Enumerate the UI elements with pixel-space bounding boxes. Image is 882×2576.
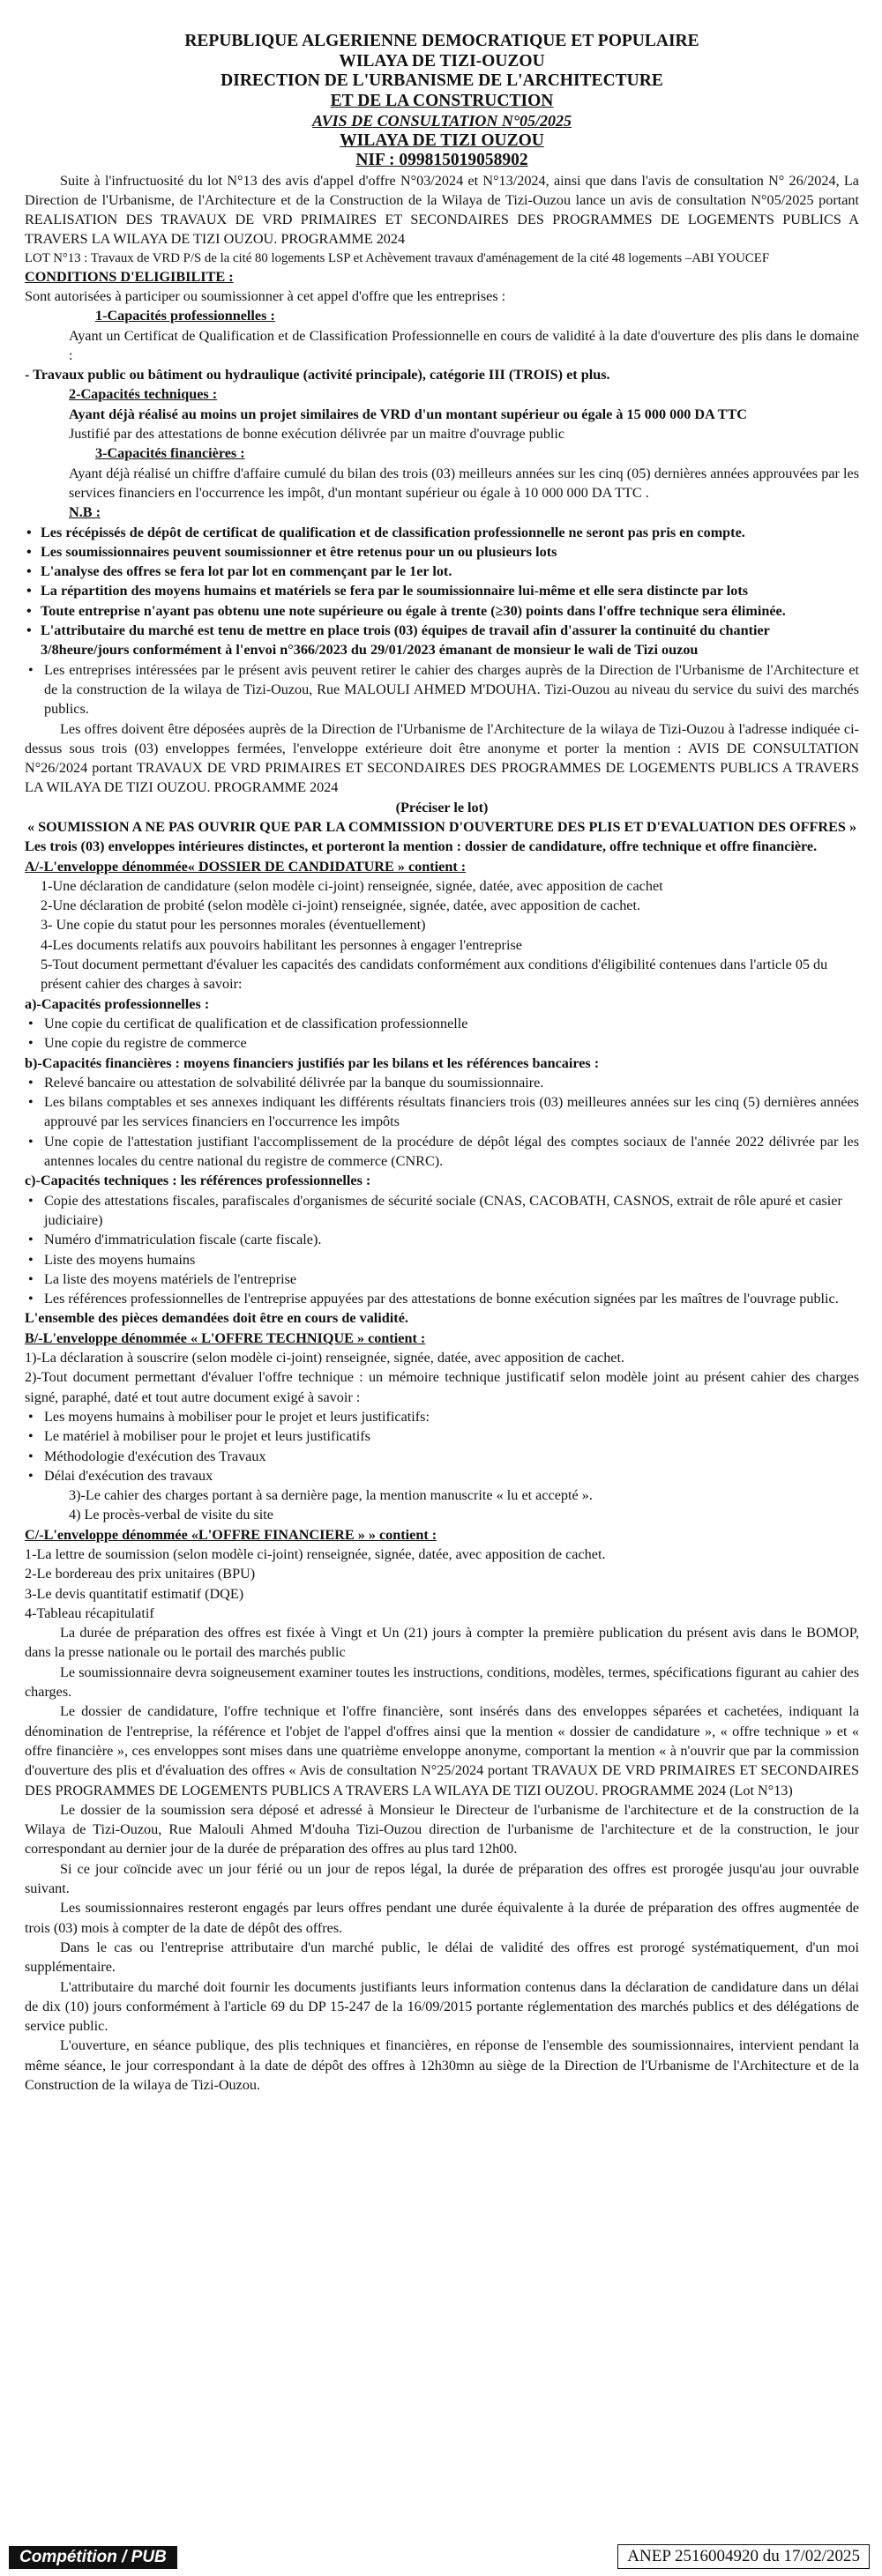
env-a-item: 5-Tout document permettant d'évaluer les capacités des candidats conformément aux conditions d'éligibilité contenues dans l'article 05 du présent cahier des charges à savoir: bbox=[41, 957, 828, 993]
nif: NIF : 099815019058902 bbox=[355, 151, 528, 169]
env-a-sub-c-item: • La liste des moyens matériels de l'entreprise bbox=[25, 1269, 859, 1289]
warning-mention: « SOUMISSION A NE PAS OUVRIR QUE PAR LA COMMISSION D'OUVERTURE DES PLIS ET D'EVALUATION DES OFFRES » bbox=[26, 819, 857, 835]
header-wilaya-2: WILAYA DE TIZI OUZOU bbox=[340, 130, 544, 150]
env-b-sub-item: • Le matériel à mobiliser pour le projet et leurs justificatifs bbox=[25, 1426, 859, 1446]
closing-paragraph: Le dossier de candidature, l'offre technique et l'offre financière, sont insérés dans des enveloppes séparées et cachetées, indiquant la dénomination de l'entreprise, la référence et l'objet de l'appel d'offres ainsi que la mention « dossier de candidature », « offre technique » et « offre financière », ces enveloppes sont mises dans une quatrième enveloppe anonyme, comportant la mention « à n'ouvrir que par la commission d'ouverture des plis et d'évaluation des offres « Avis de consultation N°25/2024 portant TRAVAUX DE VRD PRIMAIRES ET SECONDAIRES DES PROGRAMMES DE LOGEMENTS PUBLICS A TRAVERS LA WILAYA DE TIZI OUZOU. PROGRAMME 2024 (Lot N°13) bbox=[25, 1703, 859, 1798]
env-a-item: 2-Une déclaration de probité (selon modèle ci-joint) renseignée, signée, datée, avec apposition de cachet. bbox=[41, 897, 641, 914]
env-b-title: B/-L'enveloppe dénommée « L'OFFRE TECHNIQUE » contient : bbox=[25, 1329, 426, 1346]
env-b-item-1: 1)-La déclaration à souscrire (selon modèle ci-joint) renseignée, signée, datée, avec apposition de cachet. bbox=[25, 1350, 625, 1366]
closing-paragraph: Dans le cas ou l'entreprise attributaire d'un marché public, le délai de validité des offres est prorogé systématiquement, d'un moi supplémentaire. bbox=[25, 1939, 859, 1976]
footer bbox=[0, 2539, 882, 2576]
notice-title: AVIS DE CONSULTATION N°05/2025 bbox=[311, 112, 572, 130]
env-a-sub-b-item: • Une copie de l'attestation justifiant l'accomplissement de la procédure de dépôt légal des comptes sociaux de l'année 2022 délivrée par les antennes locales du centre national du registre de commerce (CNRC). bbox=[25, 1132, 859, 1172]
header-construction: ET DE LA CONSTRUCTION bbox=[330, 91, 554, 110]
conditions-title: CONDITIONS D'ELIGIBILITE : bbox=[25, 268, 234, 285]
deposit-paragraph: Les offres doivent être déposées auprès de la Direction de l'Urbanisme de l'Architecture de la wilaya de Tizi-Ouzou à l'adresse indiquée ci-dessus sous trois (03) enveloppes fermées, l'enveloppe extérieure doit être anonyme et porter la mention : AVIS DE CONSULTATION N°26/2024 portant TRAVAUX DE VRD PRIMAIRES ET SECONDAIRES DES PROGRAMMES DE LOGEMENTS PUBLICS A TRAVERS LA WILAYA DE TIZI OUZOU. PROGRAMME 2024 bbox=[25, 720, 859, 796]
envelopes-paragraph: Les trois (03) enveloppes intérieures distinctes, et porteront la mention : dossier de candidature, offre technique et offre financière. bbox=[25, 838, 818, 855]
env-a-closing: L'ensemble des pièces demandées doit être en cours de validité. bbox=[25, 1310, 408, 1327]
env-a-sub-a: a)-Capacités professionnelles : bbox=[25, 995, 210, 1012]
env-a-sub-c-item: • Les références professionnelles de l'entreprise appuyées par des attestations de bonne exécution signées par les maîtres de l'ouvrage public. bbox=[25, 1289, 859, 1308]
closing-paragraph: Les soumissionnaires resteront engagés par leurs offres pendant une durée équivalente à la durée de préparation des offres augmentée de trois (03) mois à compter de la date de dépôt des offres. bbox=[25, 1900, 859, 1936]
cap-pro-domain: - Travaux public ou bâtiment ou hydraulique (activité principale), catégorie III (TROIS) et plus. bbox=[25, 367, 610, 383]
lot-note: (Préciser le lot) bbox=[395, 799, 489, 815]
nb-item: • L'attributaire du marché est tenu de mettre en place trois (03) équipes de travail afin d'assurer la continuité du chantier 3/8heure/jours conformément à l'envoi n°366/2023 du 29/01/2023 émanant de monsieur le wali de Tizi ouzou bbox=[25, 621, 859, 660]
nb-item: • Les récépissés de dépôt de certificat de qualification et de classification professionnelle ne seront pas pris en compte. bbox=[25, 523, 859, 542]
header-direction: DIRECTION DE L'URBANISME DE L'ARCHITECTURE bbox=[220, 71, 663, 90]
env-c-item: 3-Le devis quantitatif estimatif (DQE) bbox=[25, 1585, 244, 1602]
cap-tech-title: 2-Capacités techniques : bbox=[69, 386, 218, 403]
env-b-sub-item: • Méthodologie d'exécution des Travaux bbox=[25, 1447, 859, 1466]
header-wilaya: WILAYA DE TIZI-OUZOU bbox=[339, 51, 545, 71]
env-c-item: 1-La lettre de soumission (selon modèle ci-joint) renseignée, signée, datée, avec apposition de cachet. bbox=[25, 1545, 606, 1562]
env-b-sub-item: • Les moyens humains à mobiliser pour le projet et leurs justificatifs: bbox=[25, 1407, 859, 1426]
anep-reference: ANEP 2516004920 du 17/02/2025 bbox=[617, 2544, 870, 2569]
closing-paragraph: L'ouverture, en séance publique, des plis techniques et financières, en réponse de l'ensemble des soumissionnaires, intervient pendant la même séance, le jour correspondant à la date de dépôt des offres à 12h30mn au siège de la Direction de l'Urbanisme de l'Architecture et de la Construction de la wilaya de Tizi-Ouzou. bbox=[25, 2037, 859, 2093]
cap-tech-note: Justifié par des attestations de bonne exécution délivrée par un maitre d'ouvrage public bbox=[69, 426, 565, 443]
env-a-sub-a-item: • Une copie du registre de commerce bbox=[25, 1033, 859, 1053]
cap-pro-text: Ayant un Certificat de Qualification et de Classification Professionnelle en cours de validité à la date d'ouverture des plis dans le domaine : bbox=[69, 327, 859, 363]
closing-paragraph: Si ce jour coïncide avec un jour férié ou un jour de repos légal, la durée de préparation des offres est prorogée jusqu'au jour ouvrable suivant. bbox=[25, 1860, 859, 1897]
cap-tech-text: Ayant déjà réalisé au moins un projet similaires de VRD d'un montant supérieur ou égale à 15 000 000 DA TTC bbox=[69, 406, 747, 422]
retrieve-paragraph: • Les entreprises intéressées par le présent avis peuvent retirer le cahier des charges auprès de la Direction de l'Urbanisme de l'Architecture et de la construction de la wilaya de Tizi-Ouzou, Rue MALOULI AHMED M'DOUHA. Tizi-Ouzou au niveau du service du suivi des marchés publics. bbox=[25, 660, 859, 719]
env-c-item: 4-Tableau récapitulatif bbox=[25, 1604, 154, 1621]
env-b-item-4: 4) Le procès-verbal de visite du site bbox=[69, 1507, 273, 1523]
env-a-sub-c-item: • Numéro d'immatriculation fiscale (carte fiscale). bbox=[25, 1230, 859, 1249]
header-republic: REPUBLIQUE ALGERIENNE DEMOCRATIQUE ET POPULAIRE bbox=[184, 32, 699, 50]
env-c-item: 2-Le bordereau des prix unitaires (BPU) bbox=[25, 1566, 256, 1582]
env-b-item-3: 3)-Le cahier des charges portant à sa dernière page, la mention manuscrite « lu et accepté ». bbox=[69, 1487, 593, 1504]
nb-item: • Toute entreprise n'ayant pas obtenu une note supérieure ou égale à trente (≥30) points dans l'offre technique sera éliminée. bbox=[25, 601, 859, 621]
env-a-item: 4-Les documents relatifs aux pouvoirs habilitant les personnes à engager l'entreprise bbox=[41, 936, 522, 953]
closing-paragraph: Le dossier de la soumission sera déposé et adressé à Monsieur le Directeur de l'urbanisme de l'architecture et de la construction de la Wilaya de Tizi-Ouzou, Rue Malouli Ahmed M'douha Tizi-Ouzou direction de l'urbanisme de l'architecture et de la construction, le jour correspondant au dernier jour de la durée de préparation des offres au plus tard 12h00. bbox=[25, 1801, 859, 1858]
env-a-sub-b: b)-Capacités financières : moyens financiers justifiés par les bilans et les références bancaires : bbox=[25, 1054, 600, 1071]
env-a-item: 1-Une déclaration de candidature (selon modèle ci-joint) renseignée, signée, datée, avec apposition de cachet bbox=[41, 877, 663, 894]
lot-description: LOT N°13 : Travaux de VRD P/S de la cité 80 logements LSP et Achèvement travaux d'aménagement de la cité 48 logements –ABI YOUCEF bbox=[25, 250, 770, 265]
env-c-title: C/-L'enveloppe dénommée «L'OFFRE FINANCIERE » » contient : bbox=[25, 1526, 437, 1543]
env-a-item: 3- Une copie du statut pour les personnes morales (éventuellement) bbox=[41, 917, 426, 934]
cap-fin-title: 3-Capacités financières : bbox=[95, 445, 245, 462]
env-a-sub-a-item: • Une copie du certificat de qualification et de classification professionnelle bbox=[25, 1014, 859, 1033]
cap-pro-title: 1-Capacités professionnelles : bbox=[95, 308, 275, 324]
intro-paragraph: Suite à l'infructuosité du lot N°13 des avis d'appel d'offre N°03/2024 et N°13/2024, ainsi que dans l'avis de consultation N° 26/2024, La Direction de l'Urbanisme, de l'Architecture et de la Construction de la Wilaya de Tizi-Ouzou lance un avis de consultation N°05/2025 portant REALISATION DES TRAVAUX DE VRD PRIMAIRES ET SECONDAIRES DES PROGRAMMES DE LOGEMENTS PUBLICS A TRAVERS LA WILAYA DE TIZI OUZOU. PROGRAMME 2024 bbox=[25, 172, 859, 248]
env-a-sub-c-item: • Copie des attestations fiscales, parafiscales d'organismes de sécurité sociale (CNAS, CACOBATH, CASNOS, extrait de rôle apuré et casier judiciaire) bbox=[25, 1191, 859, 1231]
closing-paragraph: L'attributaire du marché doit fournir les documents justifiants leurs information contenus dans la déclaration de candidature dans un délai de dix (10) jours conformément à l'article 69 du DP 15-247 de la 16/09/2015 portante réglementation des marchés publics et des délégations de service public. bbox=[25, 1978, 859, 2035]
env-a-title: A/-L'enveloppe dénommée« DOSSIER DE CANDIDATURE » contient : bbox=[25, 858, 467, 875]
notice-body bbox=[25, 32, 859, 2095]
closing-paragraph: La durée de préparation des offres est fixée à Vingt et Un (21) jours à compter la première publication du présent avis dans le BOMOP, dans la presse nationale ou le portail des marchés public bbox=[25, 1625, 859, 1661]
nb-item: • L'analyse des offres se fera lot par lot en commençant par le 1er lot. bbox=[25, 562, 859, 581]
env-a-sub-c-item: • Liste des moyens humains bbox=[25, 1250, 859, 1269]
closing-paragraph: Le soumissionnaire devra soigneusement examiner toutes les instructions, conditions, modèles, termes, spécifications figurant au cahier des charges. bbox=[25, 1664, 859, 1701]
env-a-sub-b-item: • Les bilans comptables et ses annexes indiquant les différents résultats financiers trois (03) meilleures années sur les cinq (5) dernières années approuvé par les services financiers en l'occurrence les impôts bbox=[25, 1092, 859, 1132]
env-a-sub-c: c)-Capacités techniques : les références professionnelles : bbox=[25, 1173, 371, 1189]
nb-item: • Les soumissionnaires peuvent soumissionner et être retenus pour un ou plusieurs lots bbox=[25, 542, 859, 562]
cap-fin-text: Ayant déjà réalisé un chiffre d'affaire cumulé du bilan des trois (03) meilleurs années sur les cinq (05) dernières années approuvées par les services financiers en l'occurrence les impôt, d'un montant supérieur ou égale à 10 000 000 DA TTC . bbox=[69, 465, 859, 501]
publication-brand: Compétition / PUB bbox=[9, 2546, 177, 2569]
env-a-sub-b-item: • Relevé bancaire ou attestation de solvabilité délivrée par la banque du soumissionnaire. bbox=[25, 1073, 859, 1092]
nb-item: • La répartition des moyens humains et matériels se fera par le soumissionnaire lui-même et elle sera distincte par lots bbox=[25, 581, 859, 600]
env-b-sub-item: • Délai d'exécution des travaux bbox=[25, 1466, 859, 1485]
env-b-item-2: 2)-Tout document permettant d'évaluer l'offre technique : un mémoire technique justificatif selon modèle joint au présent cahier des charges signé, paraphé, daté et tout autre document exigé à savoir : bbox=[25, 1369, 859, 1405]
nb-title: N.B : bbox=[69, 504, 101, 521]
conditions-lead: Sont autorisées à participer ou soumissionner à cet appel d'offre que les entreprises : bbox=[25, 287, 506, 304]
